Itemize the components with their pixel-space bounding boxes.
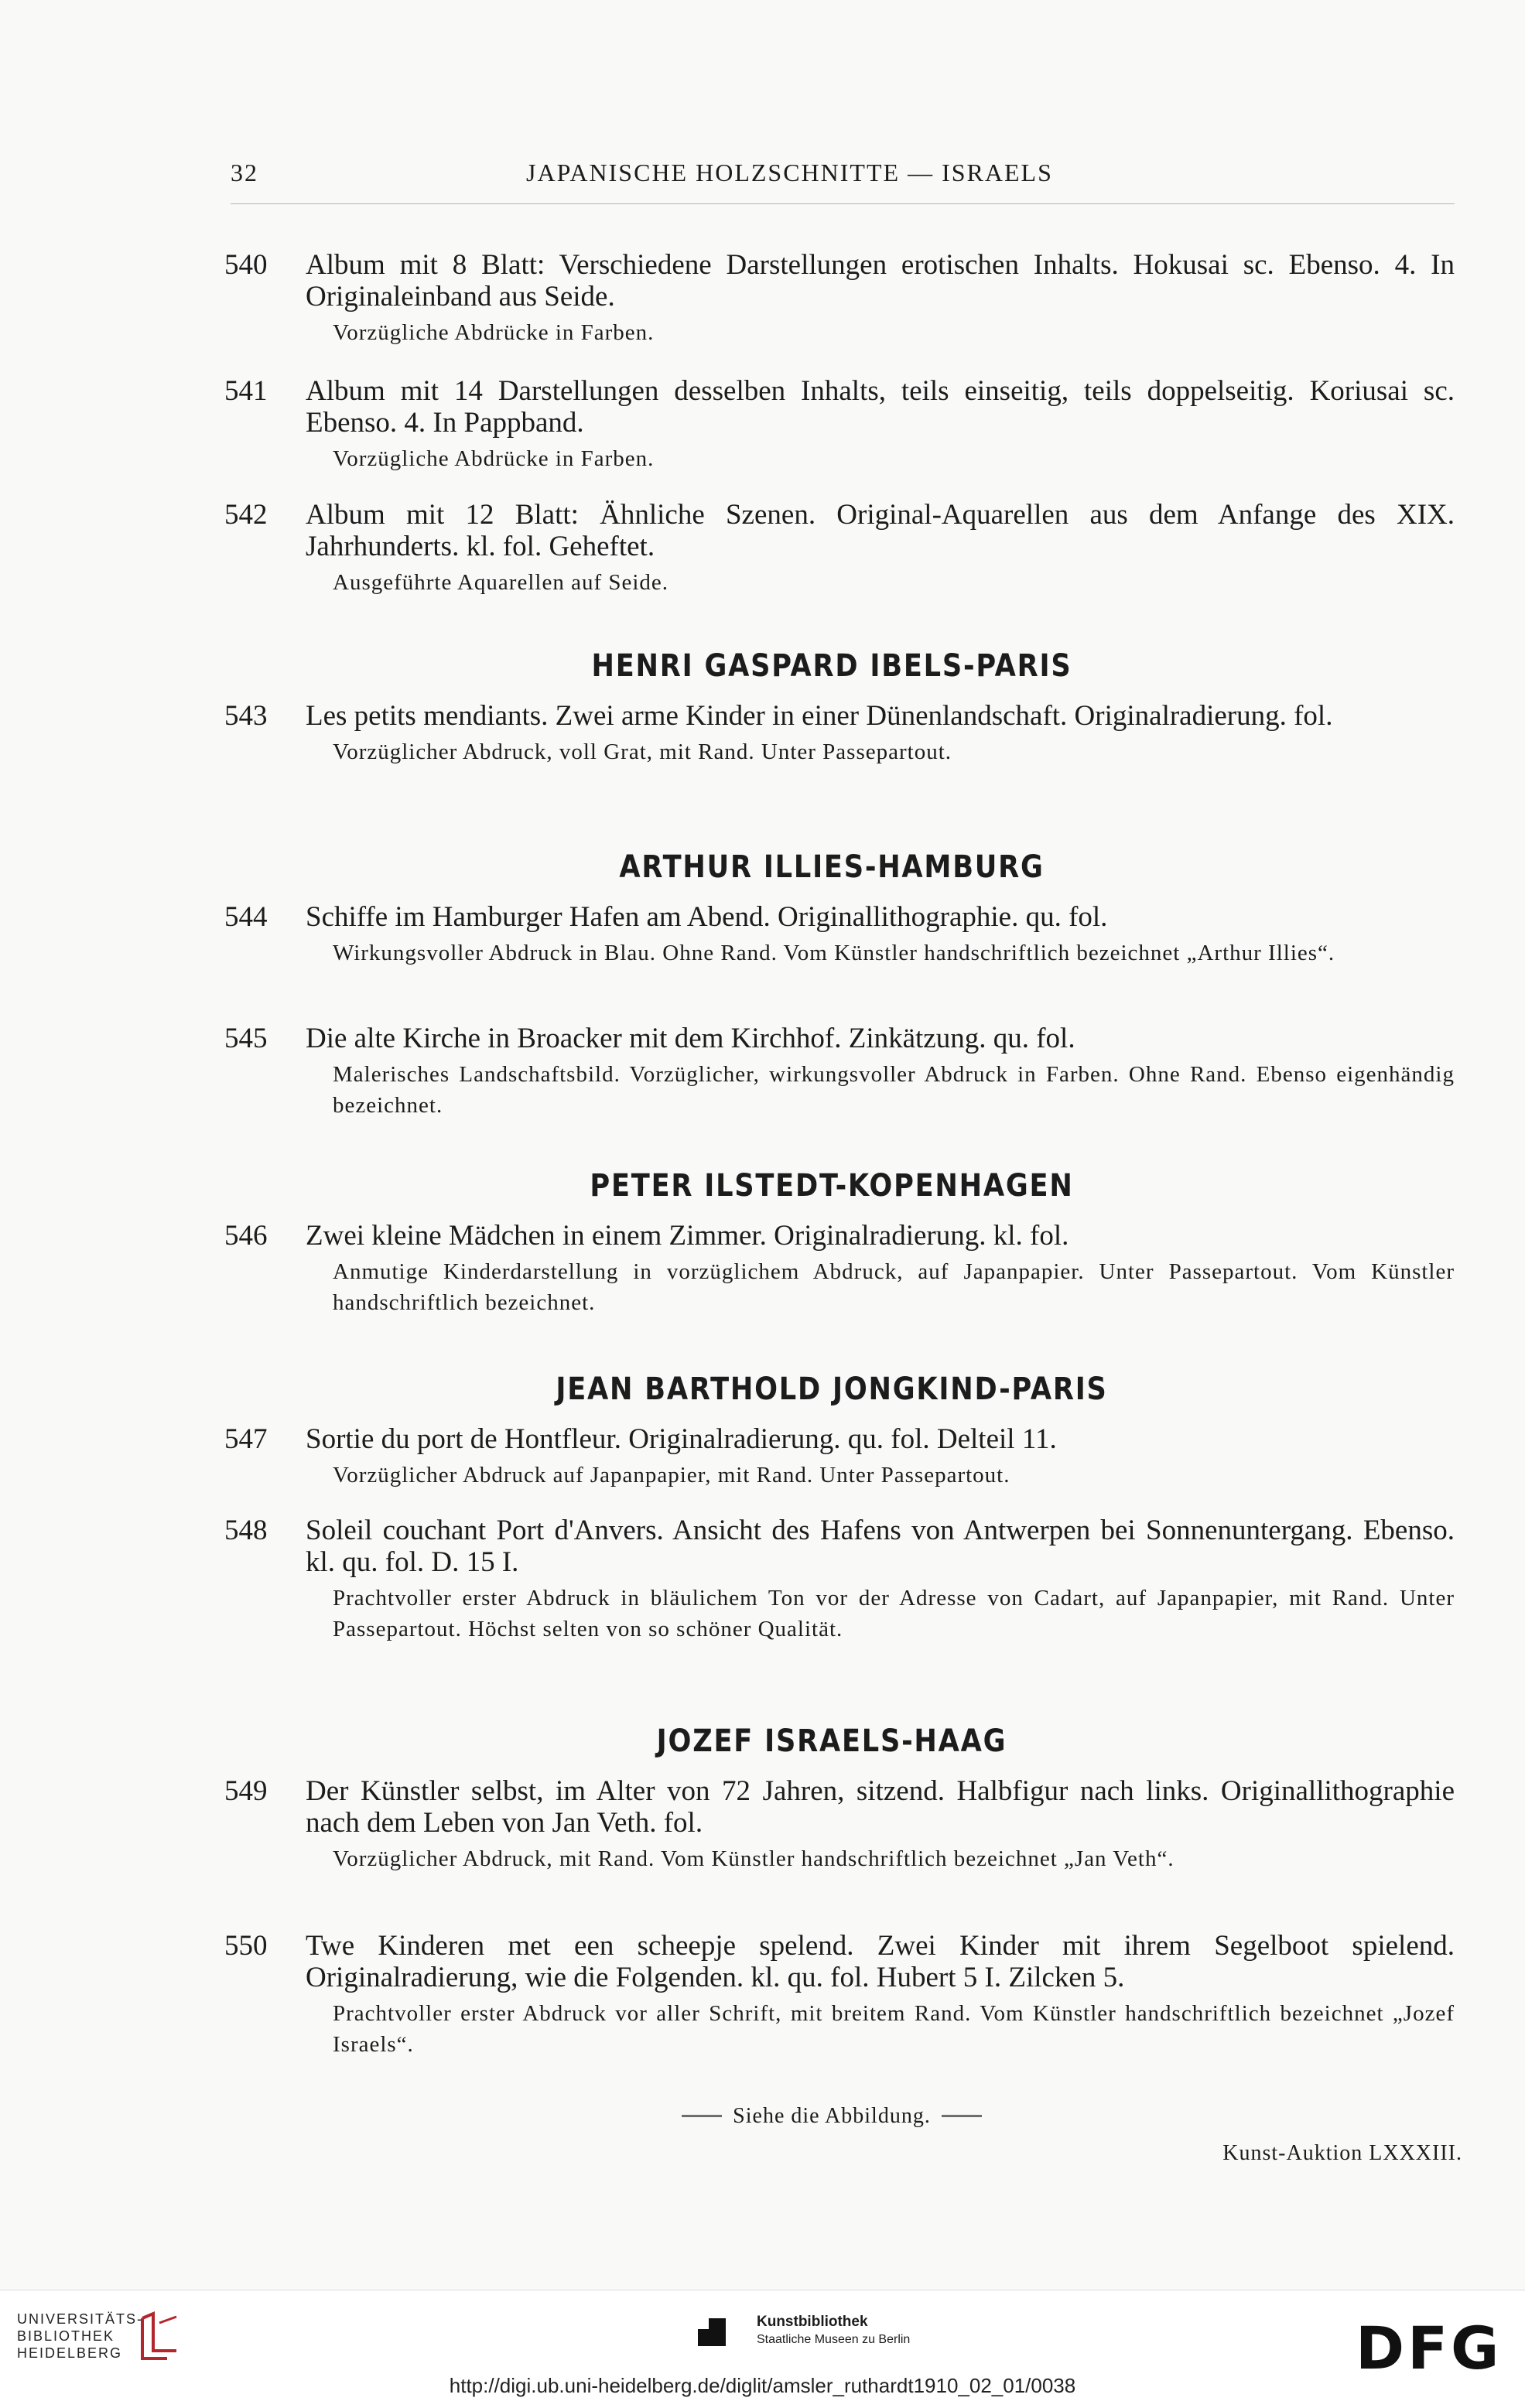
lot-number: 550 <box>224 1930 268 1962</box>
header-rule <box>231 203 1455 204</box>
lot-note: Prachtvoller erster Abdruck in bläulichem Ton vor der Adresse von Cadart, auf Japanpapier, mit Rand. Unter Passepartout. Höchst selten von so schöner Qualität. <box>333 1586 1455 1641</box>
running-header <box>193 159 1447 193</box>
double-rule-left <box>682 2115 722 2120</box>
lot-number: 545 <box>224 1023 268 1054</box>
page-number: 32 <box>231 159 258 186</box>
lot-number: 541 <box>224 375 268 407</box>
lot-548 <box>224 1515 1455 1645</box>
lot-note: Vorzüglicher Abdruck auf Japanpapier, mit Rand. Unter Passepartout. <box>333 1463 1010 1487</box>
lot-543 <box>224 700 1455 767</box>
lot-note: Vorzüglicher Abdruck, voll Grat, mit Rand. Unter Passepartout. <box>333 739 952 764</box>
see-illustration <box>193 2104 1470 2129</box>
section-heading-illies: ARTHUR ILLIES-HAMBURG <box>619 849 1045 885</box>
double-rule-right <box>942 2115 982 2120</box>
section-heading-jongkind: JEAN BARTHOLD JONGKIND-PARIS <box>556 1371 1108 1407</box>
lot-description: Die alte Kirche in Broacker mit dem Kirchhof. Zinkätzung. qu. fol. <box>306 1023 1075 1054</box>
section-heading-ibels: HENRI GASPARD IBELS-PARIS <box>591 648 1072 684</box>
lot-note: Malerisches Landschaftsbild. Vorzüglicher, wirkungsvoller Abdruck in Farben. Ohne Rand. Ebenso eigenhändig bezeichnet. <box>333 1062 1455 1118</box>
lot-description: Sortie du port de Hontfleur. Originalradierung. qu. fol. Delteil 11. <box>306 1423 1057 1455</box>
lot-note: Vorzügliche Abdrücke in Farben. <box>333 320 655 345</box>
lot-description: Der Künstler selbst, im Alter von 72 Jahren, sitzend. Halbfigur nach links. Originallithographie nach dem Leben von Jan Veth. fol. <box>306 1775 1455 1839</box>
lot-description: Twe Kinderen met een scheepje spelend. Zwei Kinder mit ihrem Segelboot spielend. Originalradierung, wie die Folgenden. kl. qu. fol. Hubert 5 I. Zilcken 5. <box>306 1930 1455 1993</box>
lot-note: Wirkungsvoller Abdruck in Blau. Ohne Rand. Vom Künstler handschriftlich bezeichnet „Arthur Illies“. <box>333 941 1335 965</box>
lot-description: Soleil couchant Port d'Anvers. Ansicht des Hafens von Antwerpen bei Sonnenuntergang. Ebenso. kl. qu. fol. D. 15 I. <box>306 1515 1455 1578</box>
lot-note: Anmutige Kinderdarstellung in vorzüglichem Abdruck, auf Japanpapier. Unter Passepartout. Vom Künstler handschriftlich bezeichnet. <box>333 1259 1455 1315</box>
section-heading-ilstedt: PETER ILSTEDT-KOPENHAGEN <box>590 1168 1074 1204</box>
source-url[interactable]: http://digi.ub.uni-heidelberg.de/diglit/amsler_ruthardt1910_02_01/0038 <box>449 2374 1076 2397</box>
running-title: JAPANISCHE HOLZSCHNITTE — ISRAELS <box>526 159 1053 186</box>
lot-description: Zwei kleine Mädchen in einem Zimmer. Originalradierung. kl. fol. <box>306 1220 1069 1252</box>
lot-number: 542 <box>224 499 268 531</box>
lot-number: 544 <box>224 901 268 933</box>
lot-542 <box>224 499 1455 598</box>
lot-number: 540 <box>224 249 268 281</box>
see-illustration-label: Siehe die Abbildung. <box>733 2104 931 2128</box>
lot-number: 546 <box>224 1220 268 1252</box>
lot-547 <box>224 1423 1455 1491</box>
university-library-name <box>17 2311 143 2362</box>
lot-description: Album mit 14 Darstellungen desselben Inhalts, teils einseitig, teils doppelseitig. Koriusai sc. Ebenso. 4. In Pappband. <box>306 375 1455 439</box>
kunstbibliothek-subtitle: Staatliche Museen zu Berlin <box>757 2333 911 2346</box>
kunstbibliothek-logo-icon <box>696 2317 727 2348</box>
lot-546 <box>224 1220 1455 1318</box>
library-line-1: UNIVERSITÄTS- <box>17 2311 144 2327</box>
lot-545 <box>224 1023 1455 1121</box>
university-library-logo-icon <box>136 2311 183 2363</box>
library-line-3: HEIDELBERG <box>17 2345 123 2361</box>
lot-note: Prachtvoller erster Abdruck vor aller Schrift, mit breitem Rand. Vom Künstler handschriftlich bezeichnet „Jozef Israels“. <box>333 2001 1455 2057</box>
catalog-page <box>193 0 1462 2290</box>
dfg-logo: DFG <box>1356 2314 1503 2382</box>
lot-540 <box>224 249 1455 348</box>
lot-number: 547 <box>224 1423 268 1455</box>
lot-note: Vorzügliche Abdrücke in Farben. <box>333 446 655 471</box>
lot-description: Album mit 8 Blatt: Verschiedene Darstellungen erotischen Inhalts. Hokusai sc. Ebenso. 4. In Originaleinband aus Seide. <box>306 249 1455 313</box>
lot-note: Ausgeführte Aquarellen auf Seide. <box>333 570 669 595</box>
section-heading-israels: JOZEF ISRAELS-HAAG <box>656 1723 1007 1759</box>
lot-number: 548 <box>224 1515 268 1546</box>
lot-number: 543 <box>224 700 268 732</box>
lot-description: Les petits mendiants. Zwei arme Kinder in einer Dünenlandschaft. Originalradierung. fol. <box>306 700 1333 732</box>
lot-544 <box>224 901 1455 968</box>
signature-line: Kunst-Auktion LXXXIII. <box>1222 2141 1462 2165</box>
lot-541 <box>224 375 1455 474</box>
lot-number: 549 <box>224 1775 268 1807</box>
lot-description: Schiffe im Hamburger Hafen am Abend. Originallithographie. qu. fol. <box>306 901 1108 933</box>
digitization-footer <box>0 2290 1525 2408</box>
lot-550 <box>224 1930 1455 2060</box>
library-line-2: BIBLIOTHEK <box>17 2328 115 2344</box>
lot-549 <box>224 1775 1455 1874</box>
lot-description: Album mit 12 Blatt: Ähnliche Szenen. Original-Aquarellen aus dem Anfange des XIX. Jahrhunderts. kl. fol. Geheftet. <box>306 499 1455 562</box>
kunstbibliothek-name: Kunstbibliothek <box>757 2314 868 2330</box>
lot-note: Vorzüglicher Abdruck, mit Rand. Vom Künstler handschriftlich bezeichnet „Jan Veth“. <box>333 1846 1175 1871</box>
